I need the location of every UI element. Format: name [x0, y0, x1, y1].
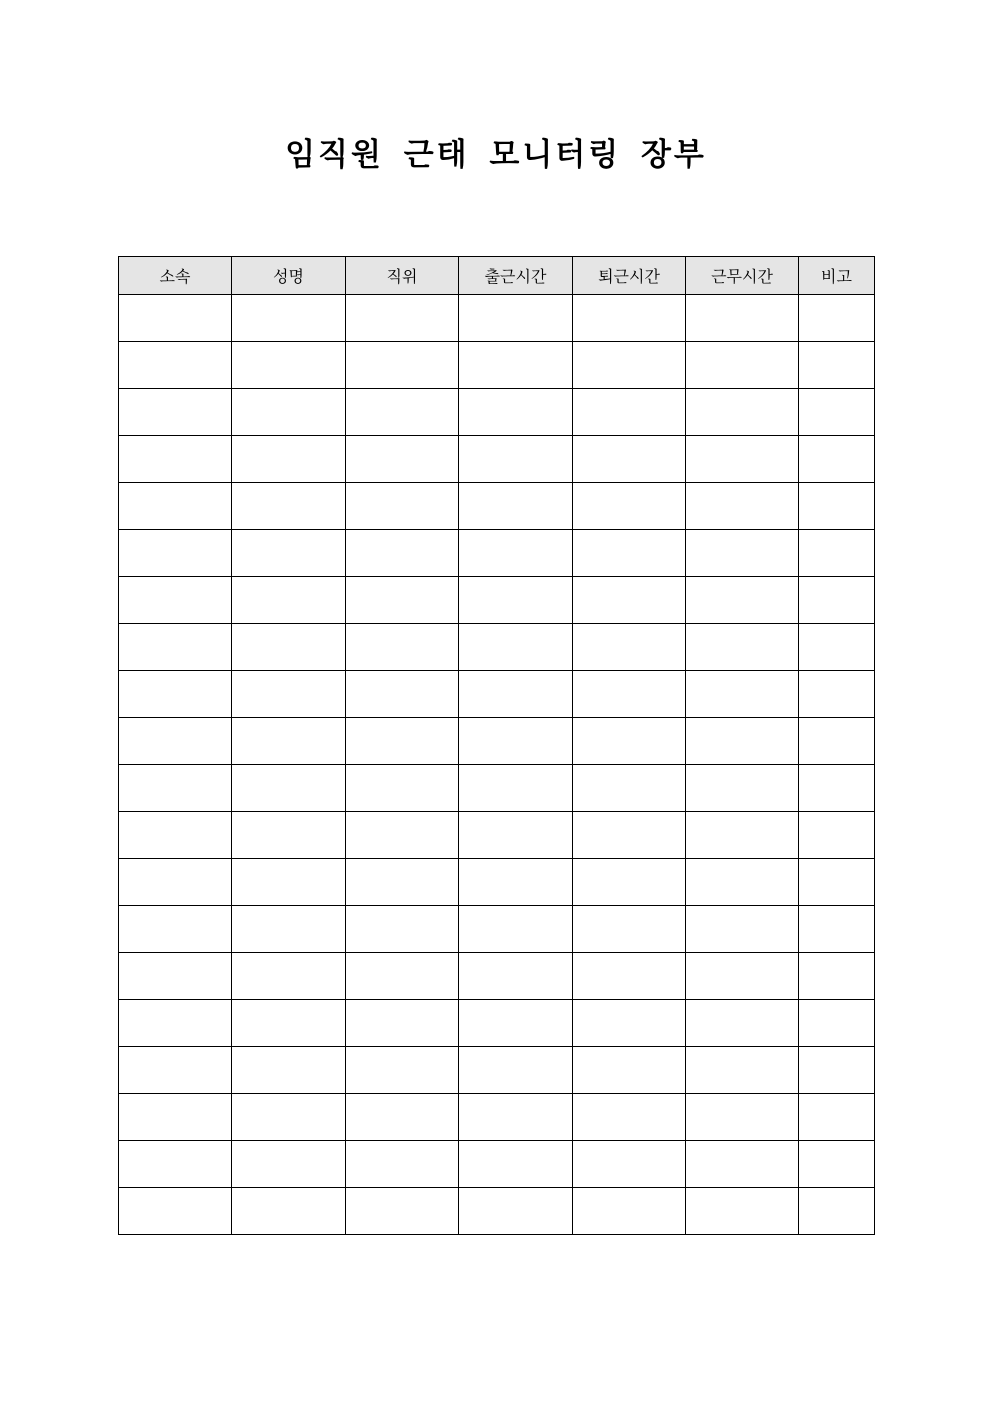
table-row [119, 295, 875, 342]
clock-out-cell[interactable] [573, 1000, 686, 1047]
name-cell[interactable] [232, 671, 346, 718]
work-hours-cell[interactable] [686, 1094, 799, 1141]
position-cell[interactable] [346, 1094, 459, 1141]
position-cell[interactable] [346, 671, 459, 718]
clock-out-cell[interactable] [573, 624, 686, 671]
clock-out-cell[interactable] [573, 765, 686, 812]
name-cell[interactable] [232, 577, 346, 624]
clock-in-cell[interactable] [459, 953, 573, 1000]
work-hours-cell[interactable] [686, 1141, 799, 1188]
work-hours-cell[interactable] [686, 624, 799, 671]
department-cell[interactable] [119, 671, 232, 718]
position-cell[interactable] [346, 812, 459, 859]
clock-in-cell[interactable] [459, 483, 573, 530]
position-cell[interactable] [346, 1188, 459, 1235]
table-header-row [119, 257, 875, 295]
remarks-cell[interactable] [799, 1094, 875, 1141]
position-cell[interactable] [346, 483, 459, 530]
clock-in-cell[interactable] [459, 295, 573, 342]
clock-out-cell[interactable] [573, 1188, 686, 1235]
position-cell[interactable] [346, 624, 459, 671]
position-cell[interactable] [346, 1141, 459, 1188]
position-cell[interactable] [346, 436, 459, 483]
department-cell[interactable] [119, 859, 232, 906]
table-row [119, 1000, 875, 1047]
column-header-work-hours: 근무시간 [686, 257, 799, 295]
remarks-cell[interactable] [799, 1141, 875, 1188]
department-cell[interactable] [119, 906, 232, 953]
name-cell[interactable] [232, 342, 346, 389]
name-cell[interactable] [232, 718, 346, 765]
clock-in-cell[interactable] [459, 906, 573, 953]
department-cell[interactable] [119, 1047, 232, 1094]
work-hours-cell[interactable] [686, 1000, 799, 1047]
name-cell[interactable] [232, 295, 346, 342]
attendance-table [118, 256, 875, 1235]
clock-out-cell[interactable] [573, 389, 686, 436]
position-cell[interactable] [346, 1000, 459, 1047]
table-row [119, 577, 875, 624]
table-row [119, 718, 875, 765]
clock-in-cell[interactable] [459, 624, 573, 671]
position-cell[interactable] [346, 906, 459, 953]
department-cell[interactable] [119, 483, 232, 530]
position-cell[interactable] [346, 718, 459, 765]
clock-in-cell[interactable] [459, 1094, 573, 1141]
work-hours-cell[interactable] [686, 906, 799, 953]
position-cell[interactable] [346, 389, 459, 436]
table-row [119, 483, 875, 530]
clock-in-cell[interactable] [459, 1141, 573, 1188]
clock-out-cell[interactable] [573, 718, 686, 765]
column-header-department: 소속 [119, 257, 232, 295]
clock-in-cell[interactable] [459, 1188, 573, 1235]
clock-out-cell[interactable] [573, 530, 686, 577]
position-cell[interactable] [346, 530, 459, 577]
table-row [119, 1141, 875, 1188]
name-cell[interactable] [232, 1047, 346, 1094]
clock-out-cell[interactable] [573, 577, 686, 624]
work-hours-cell[interactable] [686, 295, 799, 342]
position-cell[interactable] [346, 342, 459, 389]
position-cell[interactable] [346, 1047, 459, 1094]
clock-in-cell[interactable] [459, 859, 573, 906]
clock-out-cell[interactable] [573, 1141, 686, 1188]
name-cell[interactable] [232, 859, 346, 906]
remarks-cell[interactable] [799, 436, 875, 483]
table-body [119, 295, 875, 1235]
department-cell[interactable] [119, 342, 232, 389]
table-row [119, 530, 875, 577]
department-cell[interactable] [119, 1094, 232, 1141]
department-cell[interactable] [119, 624, 232, 671]
work-hours-cell[interactable] [686, 718, 799, 765]
remarks-cell[interactable] [799, 718, 875, 765]
clock-in-cell[interactable] [459, 389, 573, 436]
department-cell[interactable] [119, 1141, 232, 1188]
remarks-cell[interactable] [799, 624, 875, 671]
remarks-cell[interactable] [799, 530, 875, 577]
table-row [119, 812, 875, 859]
department-cell[interactable] [119, 436, 232, 483]
department-cell[interactable] [119, 577, 232, 624]
clock-out-cell[interactable] [573, 953, 686, 1000]
clock-out-cell[interactable] [573, 906, 686, 953]
table-row [119, 1094, 875, 1141]
department-cell[interactable] [119, 1000, 232, 1047]
name-cell[interactable] [232, 1188, 346, 1235]
clock-in-cell[interactable] [459, 765, 573, 812]
work-hours-cell[interactable] [686, 436, 799, 483]
clock-out-cell[interactable] [573, 812, 686, 859]
clock-in-cell[interactable] [459, 718, 573, 765]
position-cell[interactable] [346, 859, 459, 906]
work-hours-cell[interactable] [686, 577, 799, 624]
column-header-clock-out: 퇴근시간 [573, 257, 686, 295]
department-cell[interactable] [119, 718, 232, 765]
work-hours-cell[interactable] [686, 953, 799, 1000]
department-cell[interactable] [119, 812, 232, 859]
name-cell[interactable] [232, 1000, 346, 1047]
clock-in-cell[interactable] [459, 671, 573, 718]
name-cell[interactable] [232, 953, 346, 1000]
table-row [119, 906, 875, 953]
clock-out-cell[interactable] [573, 1094, 686, 1141]
remarks-cell[interactable] [799, 671, 875, 718]
clock-out-cell[interactable] [573, 483, 686, 530]
clock-in-cell[interactable] [459, 436, 573, 483]
remarks-cell[interactable] [799, 812, 875, 859]
remarks-cell[interactable] [799, 765, 875, 812]
clock-in-cell[interactable] [459, 342, 573, 389]
department-cell[interactable] [119, 1188, 232, 1235]
name-cell[interactable] [232, 530, 346, 577]
remarks-cell[interactable] [799, 1000, 875, 1047]
name-cell[interactable] [232, 906, 346, 953]
remarks-cell[interactable] [799, 953, 875, 1000]
table-row [119, 953, 875, 1000]
work-hours-cell[interactable] [686, 812, 799, 859]
table-row [119, 624, 875, 671]
table-row [119, 859, 875, 906]
work-hours-cell[interactable] [686, 1188, 799, 1235]
column-header-name: 성명 [232, 257, 346, 295]
table-row [119, 342, 875, 389]
name-cell[interactable] [232, 624, 346, 671]
table-row [119, 389, 875, 436]
department-cell[interactable] [119, 530, 232, 577]
work-hours-cell[interactable] [686, 765, 799, 812]
position-cell[interactable] [346, 953, 459, 1000]
remarks-cell[interactable] [799, 906, 875, 953]
name-cell[interactable] [232, 1141, 346, 1188]
remarks-cell[interactable] [799, 389, 875, 436]
work-hours-cell[interactable] [686, 483, 799, 530]
name-cell[interactable] [232, 436, 346, 483]
table-row [119, 1047, 875, 1094]
remarks-cell[interactable] [799, 342, 875, 389]
name-cell[interactable] [232, 765, 346, 812]
work-hours-cell[interactable] [686, 1047, 799, 1094]
clock-out-cell[interactable] [573, 342, 686, 389]
clock-out-cell[interactable] [573, 1047, 686, 1094]
name-cell[interactable] [232, 389, 346, 436]
remarks-cell[interactable] [799, 295, 875, 342]
remarks-cell[interactable] [799, 483, 875, 530]
position-cell[interactable] [346, 577, 459, 624]
remarks-cell[interactable] [799, 1188, 875, 1235]
column-header-remarks: 비고 [799, 257, 875, 295]
department-cell[interactable] [119, 765, 232, 812]
position-cell[interactable] [346, 295, 459, 342]
table-row [119, 1188, 875, 1235]
column-header-clock-in: 출근시간 [459, 257, 573, 295]
department-cell[interactable] [119, 953, 232, 1000]
clock-out-cell[interactable] [573, 671, 686, 718]
work-hours-cell[interactable] [686, 530, 799, 577]
clock-in-cell[interactable] [459, 1000, 573, 1047]
work-hours-cell[interactable] [686, 859, 799, 906]
table-row [119, 436, 875, 483]
department-cell[interactable] [119, 295, 232, 342]
remarks-cell[interactable] [799, 577, 875, 624]
table-row [119, 765, 875, 812]
column-header-position: 직위 [346, 257, 459, 295]
remarks-cell[interactable] [799, 859, 875, 906]
position-cell[interactable] [346, 765, 459, 812]
work-hours-cell[interactable] [686, 671, 799, 718]
name-cell[interactable] [232, 812, 346, 859]
work-hours-cell[interactable] [686, 389, 799, 436]
work-hours-cell[interactable] [686, 342, 799, 389]
clock-in-cell[interactable] [459, 530, 573, 577]
page-title: 임직원 근태 모니터링 장부 [285, 137, 707, 173]
department-cell[interactable] [119, 389, 232, 436]
clock-in-cell[interactable] [459, 1047, 573, 1094]
table-row [119, 671, 875, 718]
clock-out-cell[interactable] [573, 295, 686, 342]
clock-in-cell[interactable] [459, 812, 573, 859]
clock-out-cell[interactable] [573, 436, 686, 483]
name-cell[interactable] [232, 1094, 346, 1141]
clock-out-cell[interactable] [573, 859, 686, 906]
clock-in-cell[interactable] [459, 577, 573, 624]
remarks-cell[interactable] [799, 1047, 875, 1094]
name-cell[interactable] [232, 483, 346, 530]
